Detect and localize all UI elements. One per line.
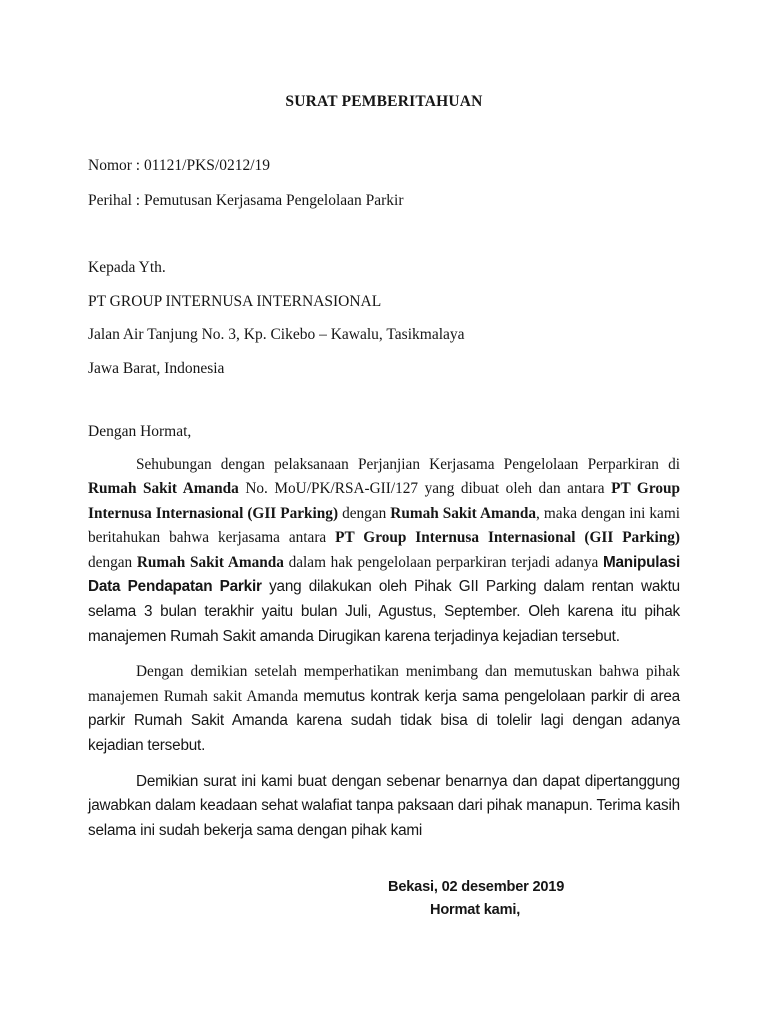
letter-content <box>88 0 680 922</box>
recipient-salutation: Kepada Yth. <box>88 259 166 276</box>
para1-run-10: Rumah Sakit Amanda <box>136 553 284 571</box>
page-title: SURAT PEMBERITAHUAN <box>285 93 483 110</box>
para1-run-11: dalam hak pengelolaan perparkiran terjadi adanya <box>283 553 603 571</box>
letter-number: Nomor : 01121/PKS/0212/19 <box>88 157 270 174</box>
para1-run-4: PT Group Internusa Internasional (GII Parking) <box>88 480 681 522</box>
para1-run-9: dengan <box>88 553 137 571</box>
para1-run-2: Rumah Sakit Amanda <box>88 480 239 498</box>
recipient-region: Jawa Barat, Indonesia <box>88 359 225 377</box>
greeting: Dengan Hormat, <box>88 423 192 440</box>
para2-run-1: Dengan demikian setelah memperhatikan menimbang dan memutuskan bahwa pihak manajemen Rumah sakit Amanda <box>88 663 680 705</box>
para1-run-5: dengan <box>338 504 391 522</box>
para1-run-6: Rumah Sakit Amanda <box>390 504 537 522</box>
body-paragraph-2 <box>88 649 680 758</box>
para1-run-1: Sehubungan dengan pelaksanaan Perjanjian Kerjasama Pengelolaan Perparkiran di <box>136 455 680 473</box>
body-paragraph-1 <box>88 440 680 650</box>
para1-run-7: , maka dengan ini kami beritahukan bahwa kerjasama antara <box>88 504 680 547</box>
para1-run-13: yang dilakukan oleh Pihak GII Parking dalam rentan waktu selama 3 bulan terakhir yaitu bulan Juli, Agustus, September. Oleh karena itu pihak manajemen Rumah Sakit amanda Dirugikan karena terjadinya kejadian tersebut. <box>88 578 680 645</box>
para1-run-12-highlight: Manipulasi Data Pendapatan Parkir <box>88 553 680 596</box>
para1-run-3: No. MoU/PK/RSA-GII/127 yang dibuat oleh dan antara <box>238 480 612 498</box>
letter-subject: Perihal : Pemutusan Kerjasama Pengelolaan Parkir <box>88 191 404 209</box>
city-and-date: Bekasi, 02 desember 2019 <box>388 879 565 896</box>
regards-line: Hormat kami, <box>430 902 521 919</box>
para1-run-8: PT Group Internusa Internasional (GII Parking) <box>335 529 680 547</box>
para3-run-1: Demikian surat ini kami buat dengan sebenar benarnya dan dapat dipertanggung jawabkan dalam keadaan sehat walafiat tanpa paksaan dari pihak manapun. Terima kasih selama ini sudah bekerja sama dengan pihak kami <box>88 772 680 839</box>
para2-run-2: memutus kontrak kerja sama pengelolaan parkir di area parkir Rumah Sakit Amanda karena sudah tidak bisa di tolelir lagi dengan adanya kejadian tersebut. <box>88 687 680 755</box>
closing-block <box>88 843 680 922</box>
recipient-street: Jalan Air Tanjung No. 3, Kp. Cikebo – Kawalu, Tasikmalaya <box>88 326 465 343</box>
recipient-company: PT GROUP INTERNUSA INTERNASIONAL <box>88 292 382 310</box>
body-paragraph-3 <box>88 759 680 844</box>
